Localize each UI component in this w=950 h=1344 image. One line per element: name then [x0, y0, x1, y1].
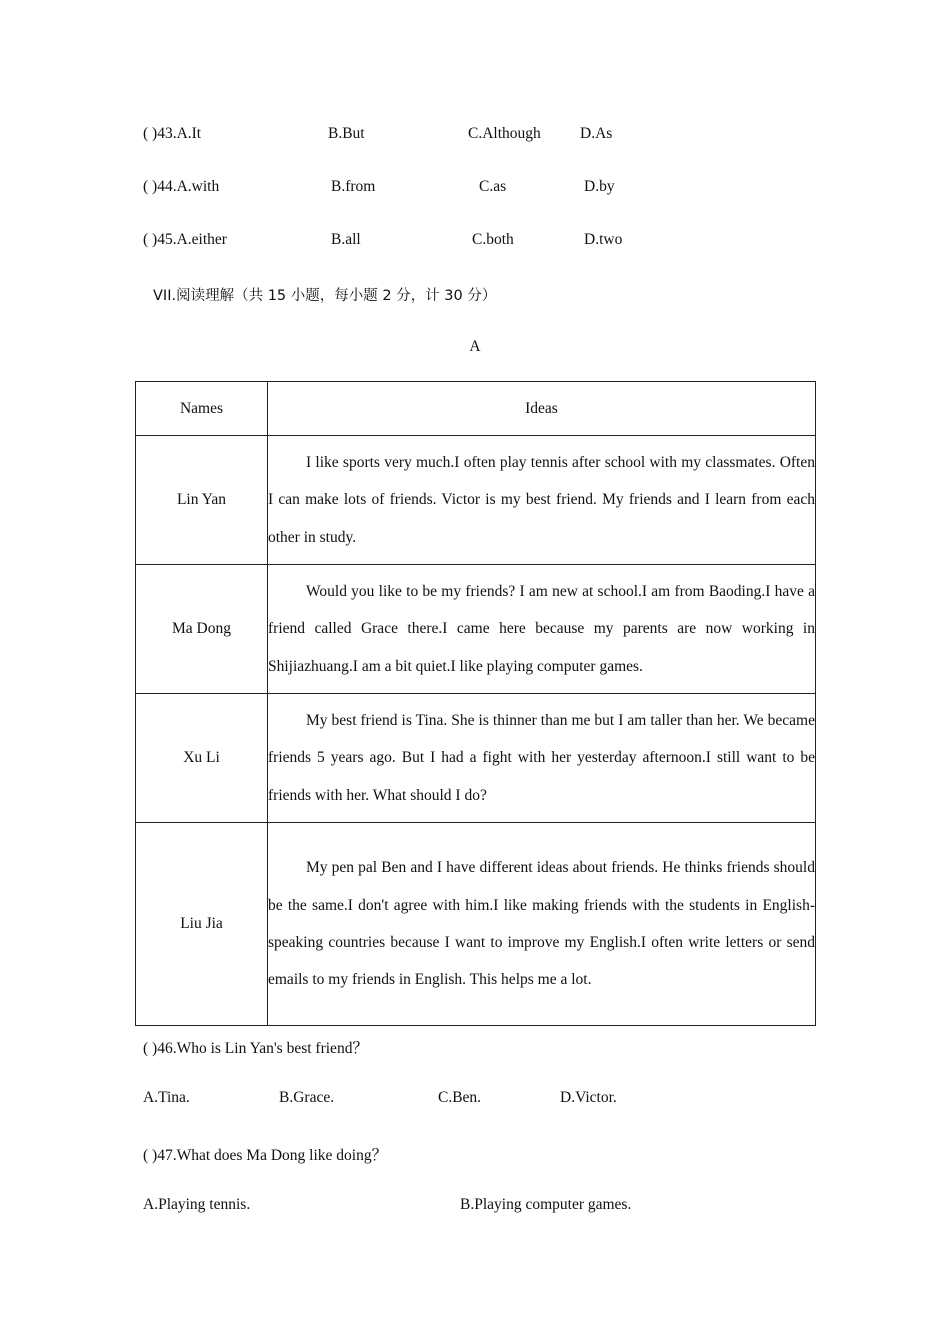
question-47-option-b: B.Playing computer games.: [460, 1196, 632, 1213]
row-name: Liu Jia: [136, 823, 268, 1026]
question-45-option-c: C.both: [472, 231, 514, 248]
question-43-option-c: C.Although: [468, 125, 541, 142]
idea-text: I like sports very much.I often play tennis after school with my classmates. Often I can make lots of friends. Victor is my best friend. My friends and I learn from each other in study.: [268, 453, 815, 546]
question-46-option-b: B.Grace.: [279, 1089, 335, 1106]
row-idea: [268, 436, 816, 565]
question-45-option-d: D.two: [584, 231, 623, 248]
question-43: [143, 125, 201, 143]
question-43-stem: ( )43.A.It: [143, 125, 202, 142]
question-43-option-d: D.As: [580, 125, 613, 142]
question-44-stem: ( )44.A.with: [143, 178, 220, 195]
row-idea: [268, 694, 816, 823]
table-row: [136, 823, 816, 1026]
table-row: [136, 565, 816, 694]
header-ideas: Ideas: [268, 382, 816, 436]
question-44-option-b: B.from: [331, 178, 376, 195]
ideas-table: [135, 381, 816, 1026]
row-name: Xu Li: [136, 694, 268, 823]
question-43-option-b: B.But: [328, 125, 365, 142]
table-row: [136, 694, 816, 823]
question-47-stem: ( )47.What does Ma Dong like doing？: [143, 1147, 388, 1164]
question-46-option-d: D.Victor.: [560, 1089, 617, 1106]
passage-label: A: [469, 338, 481, 355]
question-44-option-c: C.as: [479, 178, 507, 195]
table-row: [136, 436, 816, 565]
question-45: [143, 231, 227, 249]
question-45-stem: ( )45.A.either: [143, 231, 227, 248]
question-44: [143, 178, 219, 196]
section-heading: VII.阅读理解（共 15 小题，每小题 2 分，计 30 分）: [153, 288, 497, 304]
question-46-option-a: A.Tina.: [143, 1089, 190, 1106]
header-names: Names: [136, 382, 268, 436]
table-header-row: [136, 382, 816, 436]
question-45-option-b: B.all: [331, 231, 361, 248]
question-46-stem: ( )46.Who is Lin Yan's best friend？: [143, 1040, 368, 1057]
question-47-option-a: A.Playing tennis.: [143, 1196, 251, 1213]
idea-text: Would you like to be my friends? I am new at school.I am from Baoding.I have a friend called Grace there.I came here because my parents are now working in Shijiazhuang.I am a bit quiet.I like playing computer games.: [268, 582, 815, 675]
question-44-option-d: D.by: [584, 178, 615, 195]
row-idea: [268, 565, 816, 694]
row-idea: [268, 823, 816, 1026]
row-name: Lin Yan: [136, 436, 268, 565]
question-46-option-c: C.Ben.: [438, 1089, 482, 1106]
idea-text: My best friend is Tina. She is thinner than me but I am taller than her. We became friends 5 years ago. But I had a fight with her yesterday afternoon.I still want to be friends with her. What should I do?: [268, 711, 815, 804]
row-name: Ma Dong: [136, 565, 268, 694]
idea-text: My pen pal Ben and I have different ideas about friends. He thinks friends should be the same.I don't agree with him.I like making friends with the students in English-speaking countries because I want to improve my English.I often write letters or send emails to my friends in English. This helps me a lot.: [268, 859, 815, 989]
